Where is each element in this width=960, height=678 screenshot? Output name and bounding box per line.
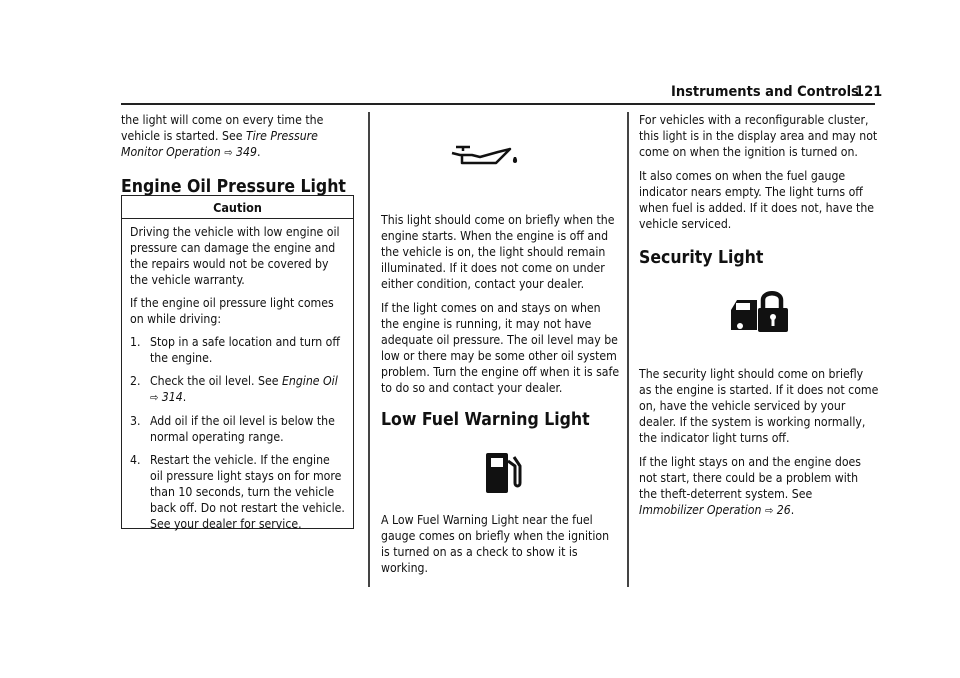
page-header: [0, 84, 960, 104]
list-item: 3. Add oil if the oil level is below the normal operating range.: [130, 414, 335, 444]
fuel-gauge-paragraph: It also comes on when the fuel gauge indicator nears empty. The light turns off when fuel is added. If it does not, have the vehicle serviced.: [639, 169, 875, 231]
security-lock-icon: [727, 286, 791, 334]
header-rule: [121, 103, 875, 105]
column-divider-2: [627, 112, 629, 587]
immobilizer-link[interactable]: Immobilizer Operation ⇨ 26: [639, 503, 791, 517]
engine-oil-link[interactable]: Engine Oil ⇨ 314: [150, 374, 338, 404]
oil-pressure-icon: [450, 142, 530, 170]
caution-steps: [130, 334, 345, 532]
security-paragraph-2: If the light stays on and the engine does not start, there could be a problem with the theft-deterrent system. See Immobilizer Operation ⇨ 26.: [639, 455, 861, 517]
caution-paragraph-1: Driving the vehicle with low engine oil pressure can damage the engine and the repairs would not be covered by the vehicle warranty.: [130, 225, 340, 287]
column-1: [121, 112, 356, 197]
fuel-paragraph: A Low Fuel Warning Light near the fuel gauge comes on briefly when the ignition is turned on as a check to show it is working.: [381, 513, 610, 575]
page-number: 121: [855, 84, 883, 100]
fuel-pump-icon: [483, 449, 525, 497]
oil-paragraph-1: This light should come on briefly when the engine starts. When the engine is off and the vehicle is on, the light should remain illuminated. If it does not come on under either condition, contact your dealer.: [381, 213, 615, 291]
column-divider-1: [368, 112, 370, 587]
security-paragraph-1: The security light should come on briefly as the engine is started. If it does not come on, have the vehicle serviced by your dealer. If the system is working normally, the indicator light turns off.: [639, 367, 879, 445]
section-title: Instruments and Controls: [671, 84, 859, 100]
list-item: 1. Stop in a safe location and turn off the engine.: [130, 335, 340, 365]
caution-paragraph-2: If the engine oil pressure light comes on while driving:: [130, 296, 334, 326]
column-2: [381, 212, 621, 430]
column-3: [639, 112, 879, 268]
oil-paragraph-2: If the light comes on and stays on when the engine is running, it may not have adequate oil pressure. The oil level may be low or there may be some other oil system problem. Turn the engine off when it is safe to do so and contact your dealer.: [381, 301, 620, 395]
column-3-lower: [639, 366, 879, 527]
security-heading: Security Light: [639, 248, 764, 268]
reconfig-paragraph: For vehicles with a reconfigurable cluster, this light is in the display area and may not come on when the ignition is turned on.: [639, 113, 878, 159]
intro-paragraph: the light will come on every time the vehicle is started. See Tire Pressure Monitor Operation ⇨ 349.: [121, 113, 324, 159]
caution-box: [121, 195, 354, 529]
caution-title: Caution: [122, 196, 353, 219]
tire-pressure-link[interactable]: Tire Pressure Monitor Operation ⇨ 349: [121, 129, 318, 159]
low-fuel-heading: Low Fuel Warning Light: [381, 410, 590, 430]
engine-oil-heading: Engine Oil Pressure Light: [121, 177, 346, 197]
column-2-lower: [381, 512, 621, 584]
list-item: 4. Restart the vehicle. If the engine oil pressure light stays on for more than 10 seconds, turn the vehicle back off. Do not restart the vehicle. See your dealer for service.: [130, 453, 345, 531]
list-item: 2. Check the oil level. See Engine Oil ⇨ 314.: [130, 374, 338, 404]
